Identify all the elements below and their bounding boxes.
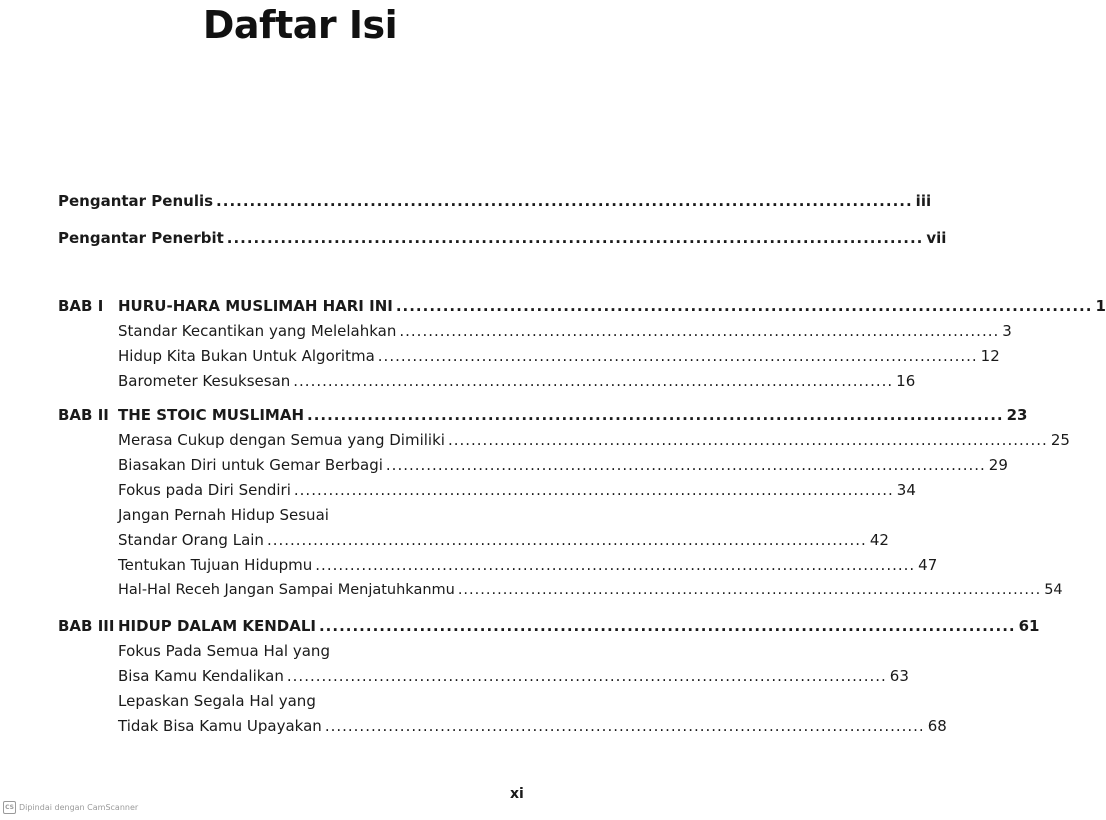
toc-entry-continuation: Tidak Bisa Kamu Upayakan: [118, 717, 322, 735]
dot-leader: ........................................................................................................: [293, 372, 894, 390]
toc-entry-line1: [0, 639, 600, 664]
dot-leader: ........................................................................................................: [216, 192, 913, 210]
chapter-page: 61: [1018, 617, 1040, 635]
scanner-watermark: [3, 801, 138, 814]
toc-entry-page: 68: [927, 717, 947, 735]
dot-leader: ........................................................................................................: [286, 667, 887, 685]
toc-entry-text: Lepaskan Segala Hal yang: [118, 692, 316, 710]
toc-entry-page: 42: [869, 531, 889, 549]
chapter-heading-1: [0, 294, 1106, 319]
chapter-label: BAB II: [58, 406, 109, 424]
dot-leader: ........................................................................................................: [226, 229, 924, 247]
chapter-title: HURU-HARA MUSLIMAH HARI INI: [118, 297, 393, 315]
toc-entry-text: Merasa Cukup dengan Semua yang Dimiliki: [118, 431, 445, 449]
toc-entry-text: Fokus pada Diri Sendiri: [118, 481, 291, 499]
toc-entry-text: Fokus Pada Semua Hal yang: [118, 642, 330, 660]
dot-leader: ........................................................................................................: [318, 617, 1016, 635]
toc-entry-line1: [0, 503, 600, 528]
dot-leader: ........................................................................................................: [293, 481, 894, 499]
dot-leader: ........................................................................................................: [447, 431, 1048, 449]
toc-entry-page: 25: [1050, 431, 1070, 449]
toc-entry-line2: [0, 664, 909, 689]
toc-entry-front-1: [0, 189, 932, 214]
dot-leader: ........................................................................................................: [324, 717, 925, 735]
dot-leader: ........................................................................................................: [399, 322, 1000, 340]
toc-entry-page: 12: [980, 347, 1000, 365]
toc-entry-continuation: Bisa Kamu Kendalikan: [118, 667, 284, 685]
toc-entry-text: Barometer Kesuksesan: [118, 372, 291, 390]
camscanner-logo-icon: CS: [3, 801, 16, 814]
toc-entry: [0, 453, 1008, 478]
dot-leader: ........................................................................................................: [377, 347, 978, 365]
chapter-heading-2: [0, 403, 1028, 428]
chapter-title: THE STOIC MUSLIMAH: [118, 406, 304, 424]
toc-entry-page: 16: [896, 372, 916, 390]
toc-entry-page: 54: [1044, 582, 1063, 598]
toc-entry-text: Hal-Hal Receh Jangan Sampai Menjatuhkanmu: [118, 582, 455, 598]
toc-entry-text: Tentukan Tujuan Hidupmu: [118, 556, 313, 574]
toc-entry: [0, 428, 1070, 453]
toc-entry: [0, 319, 1012, 344]
toc-entry-text: Biasakan Diri untuk Gemar Berbagi: [118, 456, 383, 474]
dot-leader: ........................................................................................................: [307, 406, 1004, 424]
toc-entry-text: Pengantar Penulis: [58, 192, 214, 210]
toc-entry: [0, 344, 1000, 369]
toc-entry-text: Standar Kecantikan yang Melelahkan: [118, 322, 397, 340]
chapter-title: HIDUP DALAM KENDALI: [118, 617, 316, 635]
toc-entry-text: Jangan Pernah Hidup Sesuai: [118, 506, 329, 524]
toc-entry-text: Pengantar Penerbit: [58, 229, 224, 247]
dot-leader: ........................................................................................................: [395, 297, 1093, 315]
toc-entry-page: 63: [889, 667, 909, 685]
page-title: Daftar Isi: [202, 3, 398, 47]
chapter-label: BAB III: [58, 617, 115, 635]
toc-entry-line1: [0, 689, 600, 714]
dot-leader: ........................................................................................................: [266, 531, 867, 549]
chapter-page: 1: [1095, 297, 1106, 315]
dot-leader: ........................................................................................................: [385, 456, 986, 474]
chapter-heading-3: [0, 614, 1040, 639]
toc-entry-page: iii: [915, 192, 932, 210]
toc-entry-line2: [0, 714, 947, 739]
toc-entry-page: vii: [926, 229, 947, 247]
toc-entry: [0, 478, 916, 503]
toc-entry-page: 3: [1002, 322, 1012, 340]
toc-entry-page: 34: [896, 481, 916, 499]
toc-entry-line2: [0, 528, 889, 553]
dot-leader: ........................................................................................................: [315, 556, 916, 574]
toc-entry: [0, 369, 916, 394]
chapter-page: 23: [1006, 406, 1028, 424]
chapter-label: BAB I: [58, 297, 104, 315]
toc-entry-continuation: Standar Orang Lain: [118, 531, 264, 549]
page-number: xi: [510, 786, 524, 802]
toc-entry: [0, 578, 1063, 603]
toc-entry-front-2: [0, 226, 947, 251]
toc-entry: [0, 553, 938, 578]
toc-entry-page: 47: [918, 556, 938, 574]
toc-entry-page: 29: [988, 456, 1008, 474]
scanner-watermark-text: Dipindai dengan CamScanner: [19, 803, 139, 812]
dot-leader: ........................................................................................................: [457, 582, 1042, 598]
toc-entry-text: Hidup Kita Bukan Untuk Algoritma: [118, 347, 375, 365]
